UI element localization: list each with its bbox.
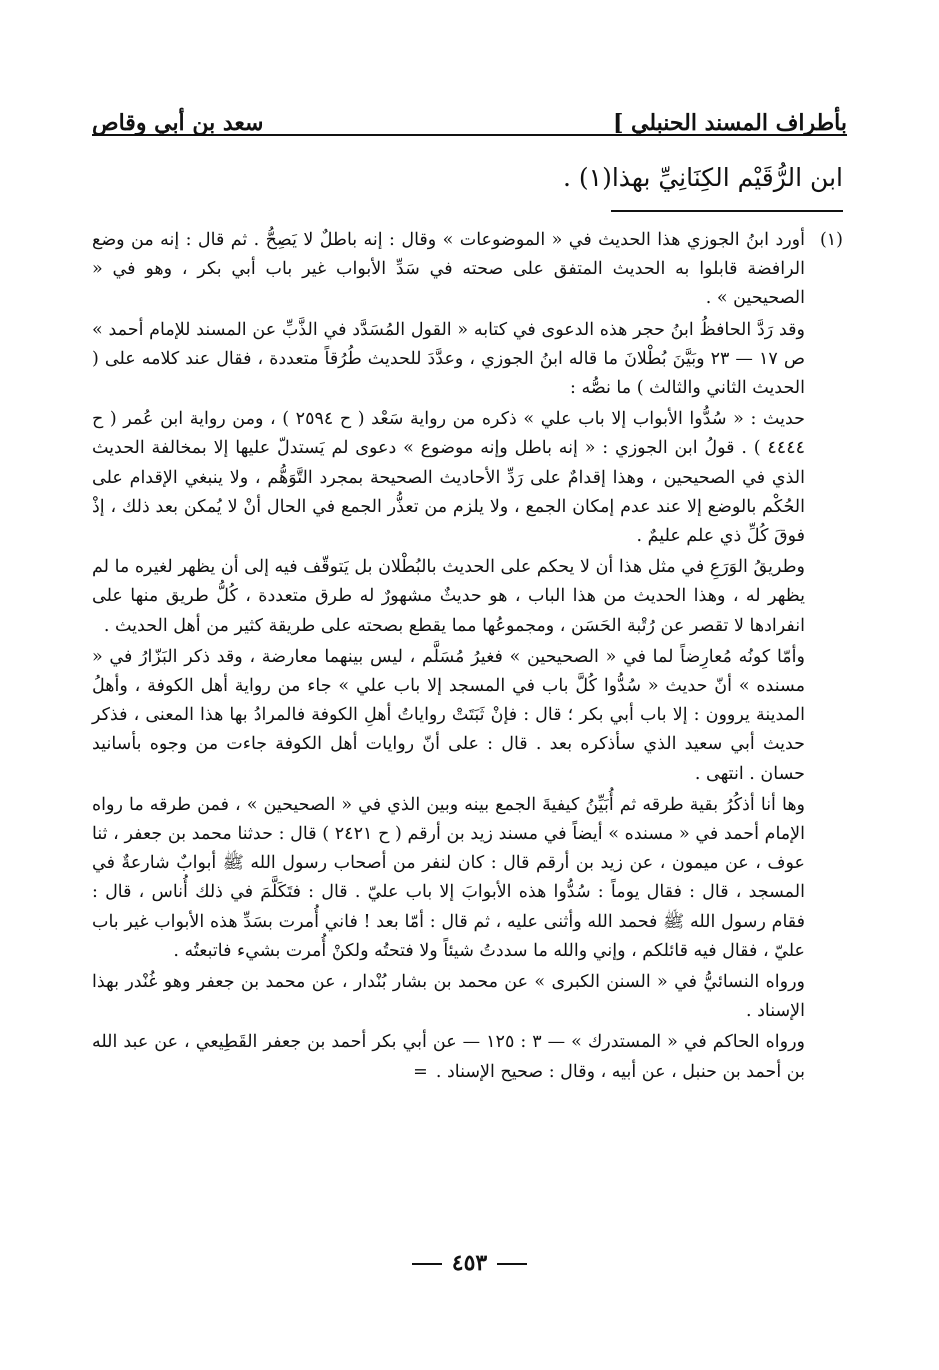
footnote-marker: (١) — [819, 230, 843, 250]
running-head — [92, 96, 847, 136]
footnote-paragraph: وقد رَدَّ الحافظُ ابنُ حجر هذه الدعوى في كتابه « القول المُسَدَّد في الذَّبِّ عن المسند للإمام أحمد » ص ١٧ — ٢٣ وبَيَّنَ بُطْلانَ ما قاله ابنُ الجوزي ، وعدَّدَ للحديث طُرُقاً متعددة ، فقال عند كلامه على ( الحديث الثاني والثالث ) ما نصُّه : — [92, 319, 805, 399]
running-head-right-title: بأطراف المسند الحنبلي ] — [612, 110, 847, 136]
footnote-body — [92, 226, 805, 1087]
footnote-paragraph: وها أنا أذكُرُ بقية طرقه ثم أُبَيِّنُ كيفيةَ الجمع بينه وبين الذي في « الصحيحين » ، فمن طرقه ما رواه الإمام أحمد في « مسنده » أيضاً في مسند زيد بن أرقم ( ح ٢٤٢١ ) قال : حدثنا محمد بن جعفر ، ثنا عوف ، عن ميمون ، عن زيد بن أرقم قال : كان لنفر من أصحاب رسول الله ﷺ أبوابٌ شارعةٌ في المسجد ، قال : فقال يوماً : سُدُّوا هذه الأبوابَ إلا باب عليّ . قال : فتَكَلَّمَ في ذلك أُناس ، قال : فقام رسول الله ﷺ فحمد الله وأثنى عليه ، ثم قال : أمّا بعد ! فاني أُمرت بسَدِّ هذه الأبواب غير باب عليّ ، فقال فيه قائلكم ، وإني والله ما سددتُ شيئاً ولا فتحتُه ولكنْ أُمرت بشيء فاتبعتُه . — [92, 794, 805, 961]
running-head-left-title: سعد بن أبي وقاص — [92, 110, 264, 136]
footnote-block — [92, 226, 843, 1087]
header-rule — [92, 134, 847, 136]
page-number: ٤٥٣ — [451, 1250, 488, 1276]
footnote-separator — [611, 210, 843, 212]
footnote-paragraph: حديث : « سُدُّوا الأبواب إلا باب علي » ذكره من رواية سَعْد ( ح ٢٥٩٤ ) ، ومن رواية ابن عُمر ( ح ٤٤٤٤ ) . قولُ ابن الجوزي : « إنه باطل وإنه موضوع » دعوى لم يَستدلّ عليها إلا بمخالفة الحديث الذي في الصحيحين ، وهذا إقدامٌ على رَدِّ الأحاديث الصحيحة بمجرد التَّوَهُّم ، ولا ينبغي الإقدام على الحُكْم بالوضع إلا عند عدم إمكان الجمع ، ولا يلزم من تعذُّر الجمع في الحال أنْ لا يُمكن بعد ذلك ، إذْ فوقَ كُلِّ ذي علم عليمٌ . — [92, 409, 805, 547]
footnote-paragraph: وأمّا كونُه مُعارِضاً لما في « الصحيحين » فغيرُ مُسَلَّم ، ليس بينهما معارضة ، وقد ذكر البَزّارُ في « مسنده » أنّ حديث « سُدُّوا كُلَّ باب في المسجد إلا باب علي » جاء من رواية أهل الكوفة ، وأهلُ المدينة يروون : إلا باب أبي بكر ؛ قال : فإنْ ثَبَتَتْ رواياتُ أهلِ الكوفة فالمرادُ بها هذا المعنى ، فذكر حديث أبي سعيد الذي سأذكره بعد . قال : على أنّ روايات أهل الكوفة جاءت من وجوه بأسانيد حسان . انتهى . — [92, 646, 805, 784]
page-number-footer — [0, 1250, 939, 1276]
folio-dash-right — [497, 1263, 527, 1265]
footnote-paragraph-text: ورواه الحاكم في « المستدرك » — ٣ : ١٢٥ — عن أبي بكر أحمد بن جعفر القَطِيعي ، عن عبد الله بن أحمد بن حنبل ، عن أبيه ، وقال : صحيح الإسناد . — [92, 1032, 805, 1082]
continuation-mark: = — [413, 1061, 428, 1082]
folio-dash-left — [412, 1263, 442, 1265]
main-text: ابن الرُّقَيْم الكِنَانِيِّ بهذا(١) . — [563, 163, 843, 192]
footnote-paragraph-last — [92, 1028, 805, 1086]
footnote-paragraph: أورد ابنُ الجوزي هذا الحديث في « الموضوعات » وقال : إنه باطلٌ لا يَصِحُّ . ثم قال : إنه من وضع الرافضة قابلوا به الحديث المتفق على صحته في سَدِّ الأبواب غير باب أبي بكر ، وهو في « الصحيحين » . — [92, 230, 805, 309]
footnote-1 — [92, 226, 843, 1087]
footnote-paragraph: ورواه النسائيُّ في « السنن الكبرى » عن محمد بن بشار بُنْدار ، عن محمد بن جعفر وهو غُنْدر بهذا الإسناد . — [92, 972, 805, 1022]
footnote-paragraph: وطريقُ الوَرَعِ في مثل هذا أن لا يحكم على الحديث بالبُطْلان بل يَتوقّف فيه إلى أن يظهر لغيره ما لم يظهر له ، وهذا الحديث من هذا الباب ، هو حديثٌ مشهورٌ له طرق متعددة ، كُلُّ طريق منها على انفرادها لا تقصر عن رُتْبة الحَسَن ، ومجموعُها مما يقطع بصحته على طريقة كثير من أهل الحديث . — [92, 557, 805, 636]
